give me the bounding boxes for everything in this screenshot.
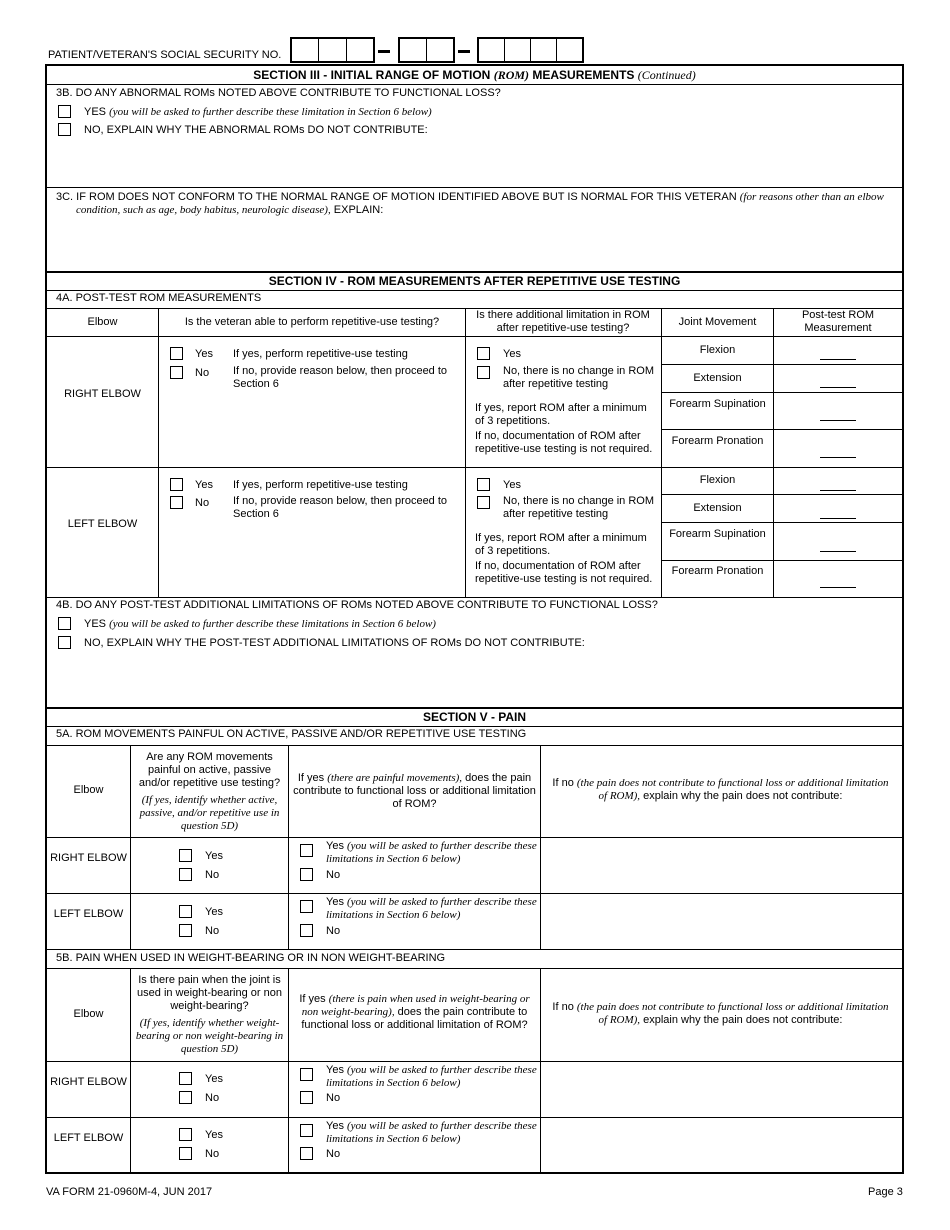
add-note-2: If no, documentation of ROM after repetitive-use testing is not required. xyxy=(475,430,653,455)
movement-pronation: Forearm Pronation xyxy=(671,565,764,577)
th-elbow: Elbow xyxy=(87,316,118,328)
divider xyxy=(661,364,902,365)
section-3-title: SECTION III - INITIAL RANGE OF MOTION (ROM) MEASUREMENTS (Continued) xyxy=(253,68,696,82)
divider xyxy=(47,290,902,291)
q4a-question: 4A. POST-TEST ROM MEASUREMENTS xyxy=(56,292,262,304)
left-add-yes-checkbox[interactable] xyxy=(477,478,490,491)
form-id: VA FORM 21-0960M-4, JUN 2017 xyxy=(46,1186,213,1198)
left-extension-input[interactable] xyxy=(820,518,856,519)
no-label: No xyxy=(205,1148,220,1160)
movement-extension: Extension xyxy=(693,372,742,384)
add-no-text: No, there is no change in ROM after repetitive testing xyxy=(503,495,655,520)
left-flexion-input[interactable] xyxy=(820,490,856,491)
no-label: No xyxy=(326,1092,341,1104)
yes-label: Yes xyxy=(205,1129,223,1141)
no-label: No xyxy=(205,1092,220,1104)
th-5b-explain: If no (the pain does not contribute to functional loss or additional limitation of ROM), explain why the pain does not contribute: xyxy=(552,1001,889,1026)
left-supination-input[interactable] xyxy=(820,551,856,552)
th-elbow: Elbow xyxy=(73,1008,104,1020)
ssn-label: PATIENT/VETERAN'S SOCIAL SECURITY NO. xyxy=(48,49,282,61)
divider xyxy=(47,271,902,273)
contrib-yes-label: Yes (you will be asked to further describe these limitations in Section 6 below) xyxy=(326,840,537,865)
divider xyxy=(47,336,902,337)
5a-left-no-checkbox[interactable] xyxy=(179,924,192,937)
5b-left-contrib-no-checkbox[interactable] xyxy=(300,1147,313,1160)
col-line xyxy=(288,968,289,1173)
yes-label: Yes xyxy=(205,1073,223,1085)
add-note-2: If no, documentation of ROM after repetitive-use testing is not required. xyxy=(475,560,653,585)
add-no-text: No, there is no change in ROM after repetitive testing xyxy=(503,365,655,390)
yes-label: Yes xyxy=(503,348,521,360)
5a-left-contrib-yes-checkbox[interactable] xyxy=(300,900,313,913)
yes-label: Yes xyxy=(205,850,223,862)
right-able-no-checkbox[interactable] xyxy=(170,366,183,379)
contrib-yes-label: Yes (you will be asked to further describe these limitations in Section 6 below) xyxy=(326,896,537,921)
col-line xyxy=(130,745,131,949)
ssn-field-1[interactable] xyxy=(290,37,375,63)
add-note-1: If yes, report ROM after a minimum of 3 repetitions. xyxy=(475,402,647,427)
left-add-no-checkbox[interactable] xyxy=(477,496,490,509)
row-left-elbow: LEFT ELBOW xyxy=(53,908,124,920)
movement-pronation: Forearm Pronation xyxy=(671,435,764,447)
left-pronation-input[interactable] xyxy=(820,587,856,588)
divider xyxy=(47,84,902,85)
th-able: Is the veteran able to perform repetitive-use testing? xyxy=(184,316,440,328)
no-label: No xyxy=(205,925,220,937)
5b-right-contrib-no-checkbox[interactable] xyxy=(300,1091,313,1104)
th-5a-contribute: If yes (there are painful movements), does the pain contribute to functional loss or additional limitation of ROM? xyxy=(293,772,536,810)
5b-right-yes-checkbox[interactable] xyxy=(179,1072,192,1085)
q4b-question: 4B. DO ANY POST-TEST ADDITIONAL LIMITATIONS OF ROMs NOTED ABOVE CONTRIBUTE TO FUNCTIONAL LOSS? xyxy=(56,599,658,611)
divider xyxy=(661,522,902,523)
movement-flexion: Flexion xyxy=(699,474,736,486)
divider xyxy=(47,1117,902,1118)
col-line xyxy=(540,968,541,1173)
no-label: No xyxy=(326,869,341,881)
th-elbow: Elbow xyxy=(73,784,104,796)
divider xyxy=(47,1061,902,1062)
divider xyxy=(47,949,902,950)
5a-left-contrib-no-checkbox[interactable] xyxy=(300,924,313,937)
col-line xyxy=(288,745,289,949)
5b-left-yes-checkbox[interactable] xyxy=(179,1128,192,1141)
divider xyxy=(661,494,902,495)
able-no-text: If no, provide reason below, then proceed to Section 6 xyxy=(233,495,448,520)
q4b-yes-checkbox[interactable] xyxy=(58,617,71,630)
page-number: Page 3 xyxy=(868,1186,903,1198)
th-additional: Is there additional limitation in ROM after repetitive-use testing? xyxy=(476,309,650,334)
right-able-yes-checkbox[interactable] xyxy=(170,347,183,360)
ssn-field-2[interactable] xyxy=(398,37,455,63)
add-note-1: If yes, report ROM after a minimum of 3 repetitions. xyxy=(475,532,647,557)
row-right-elbow: RIGHT ELBOW xyxy=(50,852,127,864)
5a-right-contrib-yes-checkbox[interactable] xyxy=(300,844,313,857)
divider xyxy=(47,707,902,709)
th-posttest: Post-test ROM Measurement xyxy=(801,309,875,334)
divider xyxy=(47,893,902,894)
divider xyxy=(47,968,902,969)
col-line xyxy=(773,308,774,597)
contrib-yes-label: Yes (you will be asked to further describe these limitations in Section 6 below) xyxy=(326,1064,537,1089)
left-able-yes-checkbox[interactable] xyxy=(170,478,183,491)
5b-left-no-checkbox[interactable] xyxy=(179,1147,192,1160)
th-5a-painful: Are any ROM movements painful on active, passive and/or repetitive use testing? (If yes, identify whether active, passive, and/or repetitive use in question 5D) xyxy=(138,751,281,832)
contrib-yes-label: Yes (you will be asked to further describe these limitations in Section 6 below) xyxy=(326,1120,537,1145)
right-extension-input[interactable] xyxy=(820,387,856,388)
no-label: No xyxy=(205,869,220,881)
divider xyxy=(47,597,902,598)
q3b-question: 3B. DO ANY ABNORMAL ROMs NOTED ABOVE CONTRIBUTE TO FUNCTIONAL LOSS? xyxy=(56,87,501,99)
right-supination-input[interactable] xyxy=(820,420,856,421)
able-no-text: If no, provide reason below, then proceed to Section 6 xyxy=(233,365,448,390)
right-add-yes-checkbox[interactable] xyxy=(477,347,490,360)
col-line xyxy=(540,745,541,949)
5b-right-contrib-yes-checkbox[interactable] xyxy=(300,1068,313,1081)
5a-right-yes-checkbox[interactable] xyxy=(179,849,192,862)
q3c-question: 3C. IF ROM DOES NOT CONFORM TO THE NORMAL RANGE OF MOTION IDENTIFIED ABOVE BUT IS NORMAL FOR THIS VETERAN (for reasons other than an elbow condition, such as age, body habitus, neurologic disease), EXPLAIN: xyxy=(56,191,884,216)
th-5a-explain: If no (the pain does not contribute to functional loss or additional limitation of ROM), explain why the pain does not contribute: xyxy=(552,777,889,802)
divider xyxy=(47,467,902,468)
movement-extension: Extension xyxy=(693,502,742,514)
row-right-elbow: RIGHT ELBOW xyxy=(64,388,141,400)
right-add-no-checkbox[interactable] xyxy=(477,366,490,379)
divider xyxy=(47,745,902,746)
th-5b-contribute: If yes (there is pain when used in weight-bearing or non weight-bearing), does the pain contribute to functional loss or additional limitation of ROM? xyxy=(299,993,530,1031)
q3b-yes-checkbox[interactable] xyxy=(58,105,71,118)
yes-label: Yes xyxy=(205,906,223,918)
q3b-yes-label: YES (you will be asked to further describe these limitation in Section 6 below) xyxy=(84,106,432,118)
yes-label: Yes xyxy=(503,479,521,491)
section-4-title: SECTION IV - ROM MEASUREMENTS AFTER REPETITIVE USE TESTING xyxy=(268,274,681,288)
col-line xyxy=(130,968,131,1173)
5a-right-no-checkbox[interactable] xyxy=(179,868,192,881)
5a-left-yes-checkbox[interactable] xyxy=(179,905,192,918)
no-label: No xyxy=(195,367,210,379)
divider xyxy=(47,837,902,838)
divider xyxy=(661,392,902,393)
movement-supination: Forearm Supination xyxy=(669,398,766,410)
row-left-elbow: LEFT ELBOW xyxy=(53,1132,124,1144)
q5a-question: 5A. ROM MOVEMENTS PAINFUL ON ACTIVE, PASSIVE AND/OR REPETITIVE USE TESTING xyxy=(56,728,527,740)
movement-supination: Forearm Supination xyxy=(669,528,766,540)
q3b-no-checkbox[interactable] xyxy=(58,123,71,136)
col-line xyxy=(465,308,466,597)
th-5b-pain: Is there pain when the joint is used in weight-bearing or non weight-bearing? (If yes, identify whether weight-bearing or non weight-bearing in question 5D) xyxy=(135,974,284,1055)
section-5-title: SECTION V - PAIN xyxy=(422,710,527,724)
5b-right-no-checkbox[interactable] xyxy=(179,1091,192,1104)
col-line xyxy=(158,308,159,597)
no-label: No xyxy=(326,1148,341,1160)
q4b-no-checkbox[interactable] xyxy=(58,636,71,649)
left-able-no-checkbox[interactable] xyxy=(170,496,183,509)
q5b-question: 5B. PAIN WHEN USED IN WEIGHT-BEARING OR IN NON WEIGHT-BEARING xyxy=(56,952,446,964)
able-yes-text: If yes, perform repetitive-use testing xyxy=(233,479,408,491)
row-left-elbow: LEFT ELBOW xyxy=(67,518,138,530)
ssn-dash-1 xyxy=(378,50,390,53)
movement-flexion: Flexion xyxy=(699,344,736,356)
yes-label: Yes xyxy=(195,479,213,491)
yes-label: Yes xyxy=(195,348,213,360)
divider xyxy=(661,560,902,561)
q3b-no-label: NO, EXPLAIN WHY THE ABNORMAL ROMs DO NOT CONTRIBUTE: xyxy=(84,124,428,136)
right-flexion-input[interactable] xyxy=(820,359,856,360)
able-yes-text: If yes, perform repetitive-use testing xyxy=(233,348,408,360)
row-right-elbow: RIGHT ELBOW xyxy=(50,1076,127,1088)
no-label: No xyxy=(195,497,210,509)
q4b-no-label: NO, EXPLAIN WHY THE POST-TEST ADDITIONAL LIMITATIONS OF ROMs DO NOT CONTRIBUTE: xyxy=(84,637,585,649)
5a-right-contrib-no-checkbox[interactable] xyxy=(300,868,313,881)
divider xyxy=(47,187,902,188)
5b-left-contrib-yes-checkbox[interactable] xyxy=(300,1124,313,1137)
divider xyxy=(661,429,902,430)
ssn-dash-2 xyxy=(458,50,470,53)
th-joint: Joint Movement xyxy=(678,316,757,328)
q4b-yes-label: YES (you will be asked to further describe these limitations in Section 6 below) xyxy=(84,618,436,630)
divider xyxy=(47,726,902,727)
ssn-field-3[interactable] xyxy=(477,37,584,63)
right-pronation-input[interactable] xyxy=(820,457,856,458)
no-label: No xyxy=(326,925,341,937)
